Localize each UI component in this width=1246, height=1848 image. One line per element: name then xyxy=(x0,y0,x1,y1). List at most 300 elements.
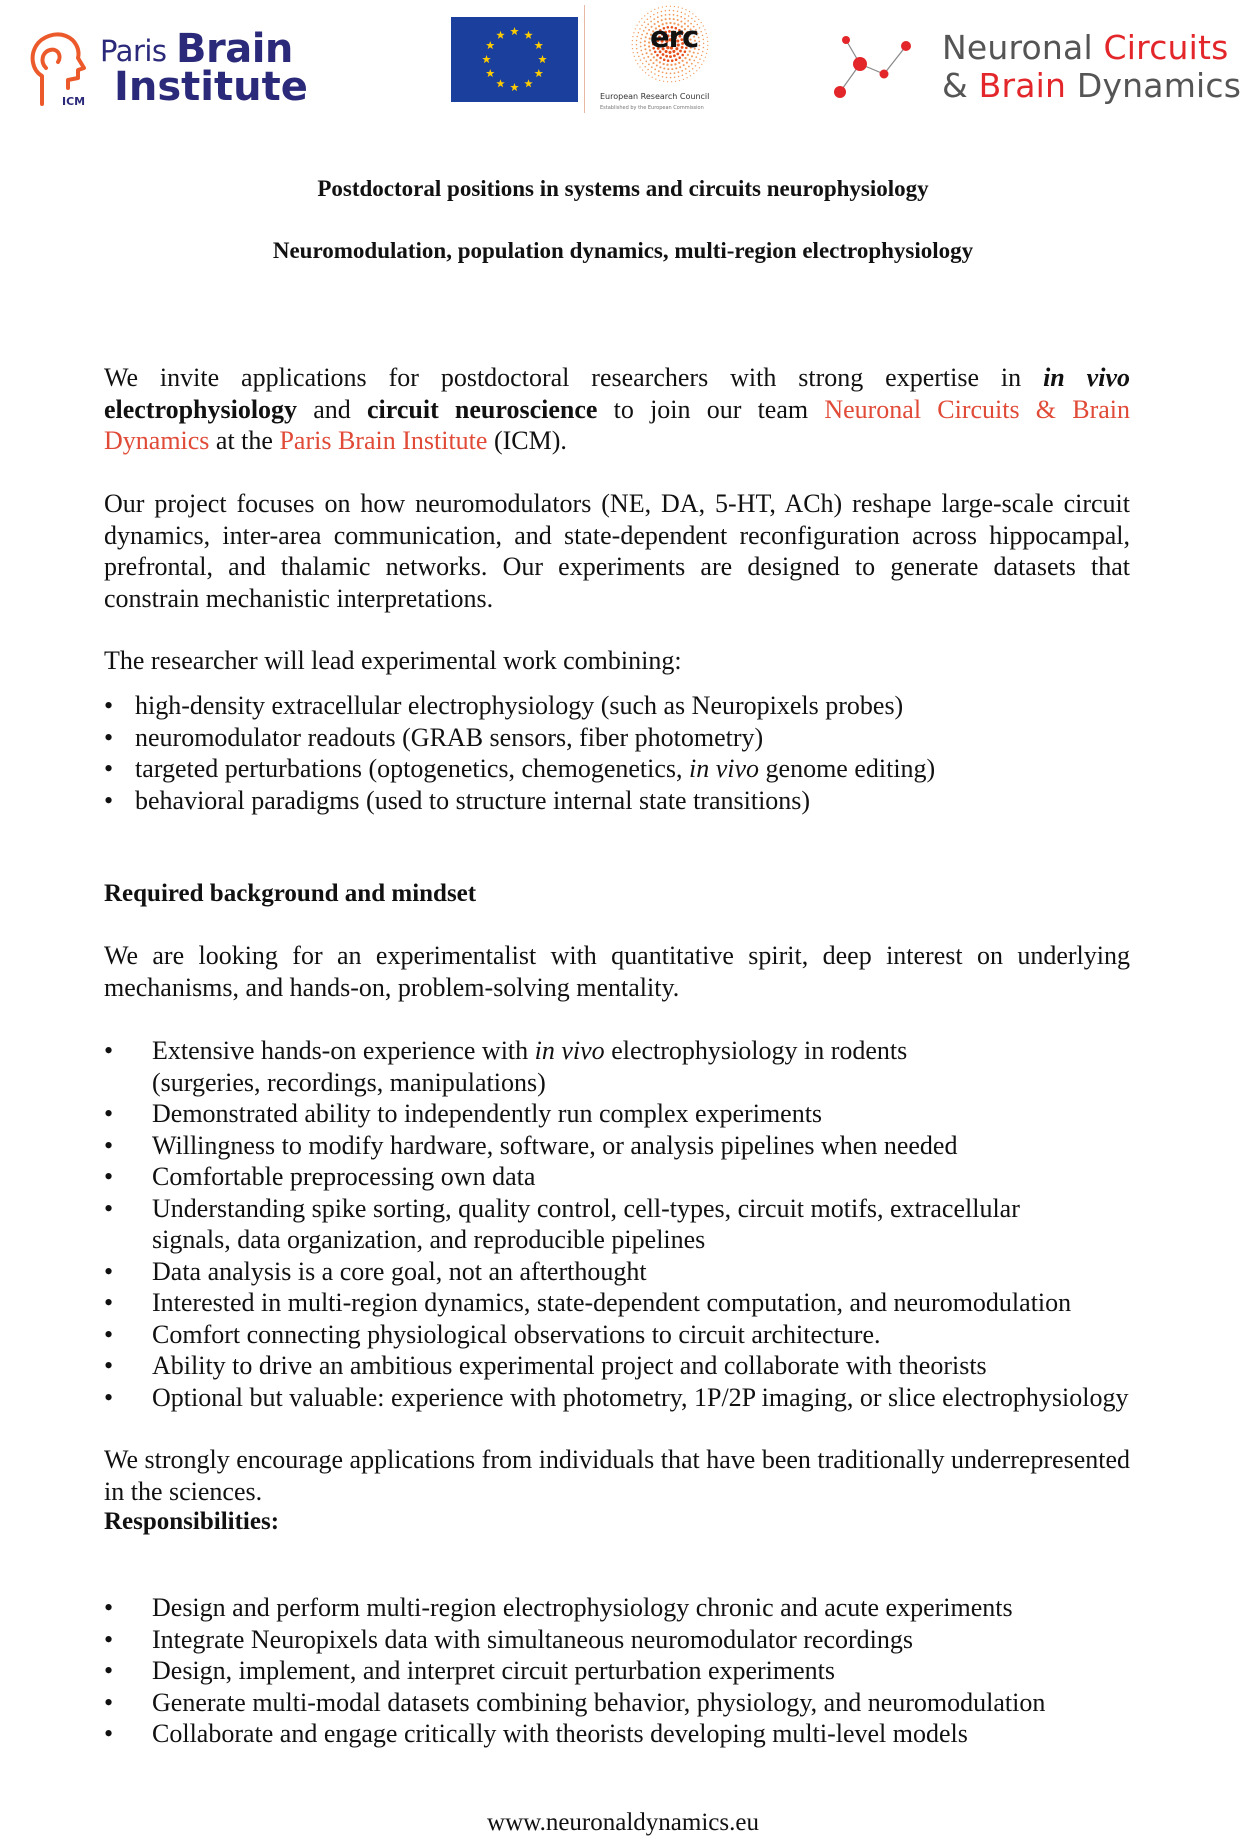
bullet-icon: • xyxy=(104,1099,114,1128)
list-item xyxy=(104,1319,1128,1351)
erc-subtitle: Established by the European Commission xyxy=(600,105,704,111)
list-item-text: Data analysis is a core goal, not an afterthought xyxy=(152,1256,647,1286)
erc-dot xyxy=(679,80,680,81)
bullet-icon: • xyxy=(104,1382,114,1412)
erc-dot xyxy=(689,71,691,73)
erc-dot xyxy=(640,46,642,48)
list-item xyxy=(104,785,935,817)
erc-dot xyxy=(666,72,668,74)
erc-dot xyxy=(686,77,687,78)
erc-dot xyxy=(644,48,646,50)
erc-dot xyxy=(678,56,681,59)
intro-electrophysiology: electrophysiology xyxy=(104,394,298,424)
intro-text: at the xyxy=(209,426,280,455)
erc-dot xyxy=(653,56,655,58)
list-item xyxy=(104,1718,1045,1750)
intro-text: and xyxy=(297,394,368,424)
eu-star-icon xyxy=(486,41,495,49)
erc-dot xyxy=(680,16,682,18)
erc-dot xyxy=(675,58,678,61)
background-intro-paragraph: We are looking for an experimentalist with quantitative spirit, deep interest on underlying mechanisms, and hands-on, problem-solving mentality. xyxy=(104,941,1130,1002)
erc-dot xyxy=(656,64,658,66)
responsibilities-list xyxy=(104,1592,1045,1750)
erc-dot xyxy=(659,80,660,81)
erc-dot xyxy=(638,56,640,58)
erc-dot xyxy=(653,14,655,16)
list-item xyxy=(104,1098,1128,1130)
erc-dot xyxy=(638,32,640,34)
bullet-icon: • xyxy=(104,1256,114,1286)
erc-dot xyxy=(661,15,663,17)
ncbd-ampersand: & xyxy=(942,66,979,105)
footer-website-link[interactable]: www.neuronaldynamics.eu xyxy=(487,1809,759,1836)
intro-text: (ICM). xyxy=(487,426,567,455)
bullet-icon: • xyxy=(104,1288,114,1317)
list-item-text: Integrate Neuropixels data with simultaneous neuromodulator recordings xyxy=(152,1624,914,1654)
erc-dot xyxy=(658,7,659,8)
erc-dot xyxy=(682,8,683,9)
erc-dot xyxy=(640,42,642,44)
eu-star-icon xyxy=(534,41,543,49)
erc-dot xyxy=(636,25,637,26)
erc-dot xyxy=(659,57,662,60)
erc-dot xyxy=(648,75,649,76)
erc-dot xyxy=(695,65,697,67)
erc-dot xyxy=(685,68,687,70)
erc-dot xyxy=(685,73,687,75)
erc-dot xyxy=(704,29,705,30)
erc-dot xyxy=(691,55,693,57)
list-item-text: Comfortable preprocessing own data xyxy=(152,1162,536,1191)
erc-dot xyxy=(633,52,634,53)
diversity-statement: We strongly encourage applications from individuals that have been traditionally underrepresented in the sciences. xyxy=(104,1445,1131,1506)
list-item-text: (surgeries, recordings, manipulations) xyxy=(152,1067,546,1097)
erc-dot xyxy=(689,11,690,12)
erc-dot xyxy=(636,36,638,38)
erc-dot xyxy=(652,62,654,64)
intro-text: We invite applications for postdoctoral researchers with strong expertise in xyxy=(104,363,1044,392)
erc-dot xyxy=(707,45,708,46)
erc-dot xyxy=(632,40,633,41)
bullet-icon: • xyxy=(104,1193,114,1223)
erc-dot xyxy=(699,67,700,68)
erc-dot xyxy=(698,49,700,51)
erc-dot xyxy=(636,44,638,46)
list-item xyxy=(104,1592,1045,1624)
erc-dot xyxy=(669,10,671,12)
erc-dot xyxy=(644,21,646,23)
eu-star-icon xyxy=(534,69,543,77)
erc-dot xyxy=(644,40,646,42)
erc-dot xyxy=(692,13,693,14)
erc-dot xyxy=(651,11,652,12)
list-item-text: Generate multi-modal datasets combining behavior, physiology, and neuromodulation xyxy=(152,1687,1046,1717)
list-item-text: Interested in multi-region dynamics, state-dependent computation, and neuromodulation xyxy=(152,1288,1072,1317)
list-item xyxy=(104,1382,1128,1414)
institute-link[interactable]: Paris Brain Institute xyxy=(279,426,488,455)
erc-dot xyxy=(699,45,701,47)
eu-star-icon xyxy=(496,79,505,87)
erc-dot xyxy=(665,10,667,12)
erc-dot xyxy=(669,14,671,16)
erc-dot xyxy=(678,62,680,64)
erc-dot xyxy=(699,27,701,29)
erc-dot xyxy=(645,72,646,73)
erc-dot xyxy=(684,57,686,59)
erc-dot xyxy=(666,6,667,7)
erc-dot xyxy=(655,78,656,79)
erc-dot xyxy=(640,50,642,52)
list-item-text: Willingness to modify hardware, software, or analysis pipelines when needed xyxy=(152,1130,958,1160)
erc-dot xyxy=(673,54,676,57)
list-item-emphasis: in vivo xyxy=(534,1036,605,1065)
intro-circuit-neuroscience: circuit neuroscience xyxy=(367,394,598,424)
erc-dot xyxy=(670,77,672,79)
list-item xyxy=(104,1130,1128,1162)
list-item-text: Extensive hands-on experience with xyxy=(152,1036,535,1065)
eu-star-icon xyxy=(482,55,491,63)
erc-dot xyxy=(647,13,648,14)
erc-dot xyxy=(675,67,677,69)
erc-dot xyxy=(665,55,668,58)
bullet-icon: • xyxy=(104,1656,114,1685)
list-item-text: behavioral paradigms (used to structure internal state transitions) xyxy=(135,785,811,815)
erc-dot xyxy=(658,75,660,77)
erc-dot xyxy=(654,69,656,71)
list-item-text: Collaborate and engage critically with theorists developing multi-level models xyxy=(152,1719,968,1748)
bullet-icon: • xyxy=(104,1593,114,1622)
erc-dot xyxy=(695,56,697,58)
erc-dot xyxy=(693,60,695,62)
erc-dot xyxy=(703,43,705,45)
logo-text-icm: ICM xyxy=(62,95,86,108)
erc-dot xyxy=(707,41,708,42)
network-nodes-icon xyxy=(832,32,932,102)
eu-star-icon xyxy=(524,79,533,87)
erc-dot xyxy=(703,39,705,41)
erc-dot xyxy=(681,60,683,62)
erc-dot xyxy=(644,66,646,68)
erc-dot xyxy=(641,25,643,27)
intro-in-vivo: in vivo xyxy=(1043,363,1130,392)
erc-dot xyxy=(677,10,679,12)
erc-dot xyxy=(701,64,702,65)
eu-flag-logo xyxy=(451,17,578,102)
erc-dot xyxy=(645,27,647,29)
list-item-text: electrophysiology in rodents xyxy=(604,1036,908,1065)
ncbd-line-1 xyxy=(942,28,1229,67)
erc-dot xyxy=(644,44,646,46)
bullet-icon: • xyxy=(104,1319,114,1349)
list-item xyxy=(104,1687,1045,1719)
erc-dot xyxy=(647,56,649,58)
erc-dot xyxy=(641,34,643,36)
paris-brain-institute-logo xyxy=(30,26,308,112)
erc-dot xyxy=(693,73,694,74)
list-item-text: Design and perform multi-region electrophysiology chronic and acute experiments xyxy=(152,1593,1013,1622)
bullet-icon: • xyxy=(104,722,114,752)
erc-dot xyxy=(690,75,691,76)
erc-dot xyxy=(700,31,702,33)
erc-dot xyxy=(651,71,653,73)
list-item-emphasis: in vivo xyxy=(689,754,760,783)
erc-dot xyxy=(674,6,675,7)
list-item xyxy=(104,1287,1128,1319)
erc-dot xyxy=(674,72,676,74)
neuronal-circuits-logo xyxy=(832,26,1242,116)
logo-text-paris: Paris xyxy=(100,34,167,68)
erc-dot xyxy=(698,41,700,43)
bullet-icon: • xyxy=(104,1719,114,1748)
erc-dot xyxy=(707,37,708,38)
list-item-text: Demonstrated ability to independently run complex experiments xyxy=(152,1099,823,1128)
erc-dot xyxy=(702,51,704,53)
erc-dot xyxy=(632,44,633,45)
erc-dot xyxy=(640,38,642,40)
bullet-icon: • xyxy=(104,1624,114,1654)
erc-dot xyxy=(658,70,660,72)
list-item-text: targeted perturbations (optogenetics, chemogenetics, xyxy=(135,754,689,783)
erc-dot xyxy=(654,9,655,10)
erc-dot xyxy=(695,16,696,17)
erc-dot xyxy=(635,60,636,61)
list-item xyxy=(104,1193,1128,1256)
erc-dot xyxy=(682,74,684,76)
list-item-text: Design, implement, and interpret circuit perturbation experiments xyxy=(152,1656,836,1685)
page-subtitle: Neuromodulation, population dynamics, multi-region electrophysiology xyxy=(272,238,974,263)
ncbd-word-brain: Brain xyxy=(978,66,1067,105)
background-list xyxy=(104,1035,1128,1413)
ncbd-word-neuronal: Neuronal xyxy=(942,28,1093,67)
bullet-icon: • xyxy=(104,1351,114,1380)
eu-star-icon xyxy=(538,55,547,63)
erc-dot xyxy=(679,66,681,68)
logo-divider xyxy=(584,5,585,113)
erc-dot xyxy=(639,66,640,67)
erc-dot xyxy=(677,15,679,17)
erc-dot xyxy=(686,62,688,64)
list-item-text: high-density extracellular electrophysiology (such as Neuropixels probes) xyxy=(135,691,904,720)
intro-text: to join our team xyxy=(597,394,825,424)
erc-dot xyxy=(681,12,683,14)
erc-dot xyxy=(678,6,679,7)
erc-dot xyxy=(669,55,672,58)
erc-dot xyxy=(662,72,664,74)
list-item-text: Ability to drive an ambitious experimental project and collaborate with theorists xyxy=(152,1351,987,1380)
erc-dot xyxy=(667,81,668,82)
erc-dot xyxy=(674,77,676,79)
erc-dot xyxy=(689,59,691,61)
erc-dot xyxy=(706,53,707,54)
erc-dot xyxy=(684,13,686,15)
erc-dot xyxy=(703,25,704,26)
eu-stars-icon xyxy=(451,17,578,102)
erc-dot xyxy=(657,12,659,14)
erc-dot xyxy=(678,76,680,78)
erc-dot xyxy=(643,30,645,32)
erc-dot xyxy=(674,63,676,65)
section-heading-background: Required background and mindset xyxy=(104,880,477,907)
eu-star-icon xyxy=(510,27,519,35)
erc-dot xyxy=(637,52,639,54)
erc-dot xyxy=(681,54,684,57)
erc-dot xyxy=(688,66,690,68)
erc-dot xyxy=(646,32,648,34)
erc-dot xyxy=(635,28,636,29)
erc-dot xyxy=(691,63,693,65)
erc-dot xyxy=(642,53,644,55)
erc-dot xyxy=(662,76,664,78)
erc-dot xyxy=(665,14,667,16)
erc-logo xyxy=(592,4,742,116)
intro-paragraph xyxy=(104,362,1130,457)
erc-dot xyxy=(671,68,673,70)
erc-dot xyxy=(637,63,638,64)
erc-dot xyxy=(662,63,664,65)
ncbd-word-dynamics: Dynamics xyxy=(1066,66,1242,105)
erc-dot xyxy=(640,59,642,61)
erc-dot xyxy=(643,57,645,59)
bullet-icon: • xyxy=(104,1130,114,1160)
methods-list xyxy=(104,690,935,816)
list-item xyxy=(104,1624,1045,1656)
list-item-text: Comfort connecting physiological observations to circuit architecture. xyxy=(152,1319,881,1349)
erc-dot xyxy=(655,59,657,61)
list-item xyxy=(104,1655,1045,1687)
logo-text-institute: Institute xyxy=(114,64,308,110)
erc-dot xyxy=(683,79,684,80)
bullet-icon: • xyxy=(104,1036,114,1065)
erc-dot xyxy=(663,81,664,82)
list-item xyxy=(104,1161,1128,1193)
list-item-text: signals, data organization, and reproducible pipelines xyxy=(152,1225,706,1254)
bullet-icon: • xyxy=(104,1687,114,1717)
ncbd-line-2 xyxy=(942,66,1241,105)
erc-dot xyxy=(645,36,647,38)
eu-star-icon xyxy=(496,31,505,39)
erc-dot xyxy=(696,70,697,71)
erc-dot xyxy=(641,18,642,19)
erc-dot xyxy=(673,14,675,16)
erc-name: European Research Council xyxy=(600,92,710,101)
bullet-icon: • xyxy=(104,691,114,720)
erc-dot xyxy=(699,58,701,60)
erc-dot xyxy=(703,47,705,49)
erc-dot xyxy=(642,63,644,65)
erc-dot xyxy=(671,59,674,62)
erc-dot xyxy=(687,54,689,56)
erc-dot xyxy=(657,16,659,18)
erc-dot xyxy=(659,61,661,63)
list-item xyxy=(104,690,935,722)
erc-dot xyxy=(659,66,661,68)
erc-dot xyxy=(647,69,649,71)
erc-dot xyxy=(654,73,656,75)
erc-dot xyxy=(706,33,707,34)
erc-dot xyxy=(675,81,676,82)
list-item xyxy=(104,722,935,754)
erc-dot xyxy=(662,6,663,7)
bullet-icon: • xyxy=(104,785,114,815)
erc-dot xyxy=(663,67,665,69)
project-paragraph: Our project focuses on how neuromodulators (NE, DA, 5-HT, ACh) reshape large-scale circuit dynamics, inter-area communication, and state-dependent reconfiguration across hippocampal, prefrontal, and thalamic networks. Our experiments are designed to generate datasets that constrain mechanistic interpretations. xyxy=(104,489,1130,613)
ncbd-word-circuits: Circuits xyxy=(1103,28,1229,67)
erc-dot xyxy=(656,54,659,57)
erc-dot xyxy=(636,48,638,50)
erc-dot xyxy=(666,64,668,66)
erc-dot xyxy=(648,64,650,66)
erc-dot xyxy=(647,18,649,20)
erc-dot xyxy=(702,35,704,37)
erc-dot xyxy=(652,77,653,78)
erc-dot xyxy=(673,10,675,12)
erc-mark: erc xyxy=(650,20,699,54)
lead-in-paragraph: The researcher will lead experimental work combining: xyxy=(104,646,682,675)
erc-dot xyxy=(701,55,703,57)
erc-dot xyxy=(681,70,683,72)
erc-dot xyxy=(671,81,672,82)
list-item xyxy=(104,1350,1128,1382)
erc-dot xyxy=(642,69,643,70)
eu-star-icon xyxy=(510,83,519,91)
section-heading-responsibilities: Responsibilities: xyxy=(104,1508,280,1535)
erc-dot xyxy=(683,64,685,66)
erc-dot xyxy=(645,61,647,63)
logo-text-brain: Brain xyxy=(176,26,293,72)
list-item-text: Optional but valuable: experience with photometry, 1P/2P imaging, or slice electrophysiology xyxy=(152,1382,1129,1412)
erc-dot xyxy=(646,52,648,54)
erc-dot xyxy=(661,11,663,13)
list-item-text: neuromodulator readouts (GRAB sensors, fiber photometry) xyxy=(135,722,764,752)
erc-dot xyxy=(636,40,638,42)
erc-dot xyxy=(651,66,653,68)
erc-dot xyxy=(667,59,670,62)
erc-dot xyxy=(707,49,708,50)
erc-dot xyxy=(639,28,641,30)
erc-dot xyxy=(678,71,680,73)
erc-dot xyxy=(670,6,671,7)
erc-dot xyxy=(633,32,634,33)
bullet-icon: • xyxy=(104,754,114,783)
erc-dot xyxy=(703,60,704,61)
erc-dot xyxy=(692,68,694,70)
eu-star-icon xyxy=(524,31,533,39)
erc-dot xyxy=(632,36,633,37)
erc-dot xyxy=(670,64,672,66)
page-title: Postdoctoral positions in systems and circuits neurophysiology xyxy=(317,176,929,201)
erc-dot xyxy=(634,56,635,57)
erc-dot xyxy=(697,62,699,64)
erc-dot xyxy=(632,48,633,49)
list-item xyxy=(104,753,935,785)
erc-dot xyxy=(650,16,652,18)
bullet-icon: • xyxy=(104,1162,114,1191)
erc-dot xyxy=(644,15,645,16)
erc-dot xyxy=(670,73,672,75)
erc-dot xyxy=(666,77,668,79)
list-item xyxy=(104,1256,1128,1288)
team-link[interactable]: Neuronal Circuits & Brain Dynamics xyxy=(104,394,1130,455)
erc-dot xyxy=(688,15,690,17)
erc-dot xyxy=(667,68,669,70)
erc-dot xyxy=(650,59,652,61)
list-item-text: Understanding spike sorting, quality control, cell-types, circuit motifs, extracellular xyxy=(152,1193,1020,1223)
erc-dot xyxy=(639,21,640,22)
erc-dot xyxy=(685,9,686,10)
erc-dot xyxy=(701,22,702,23)
erc-dot xyxy=(698,19,699,20)
erc-dot xyxy=(705,57,706,58)
